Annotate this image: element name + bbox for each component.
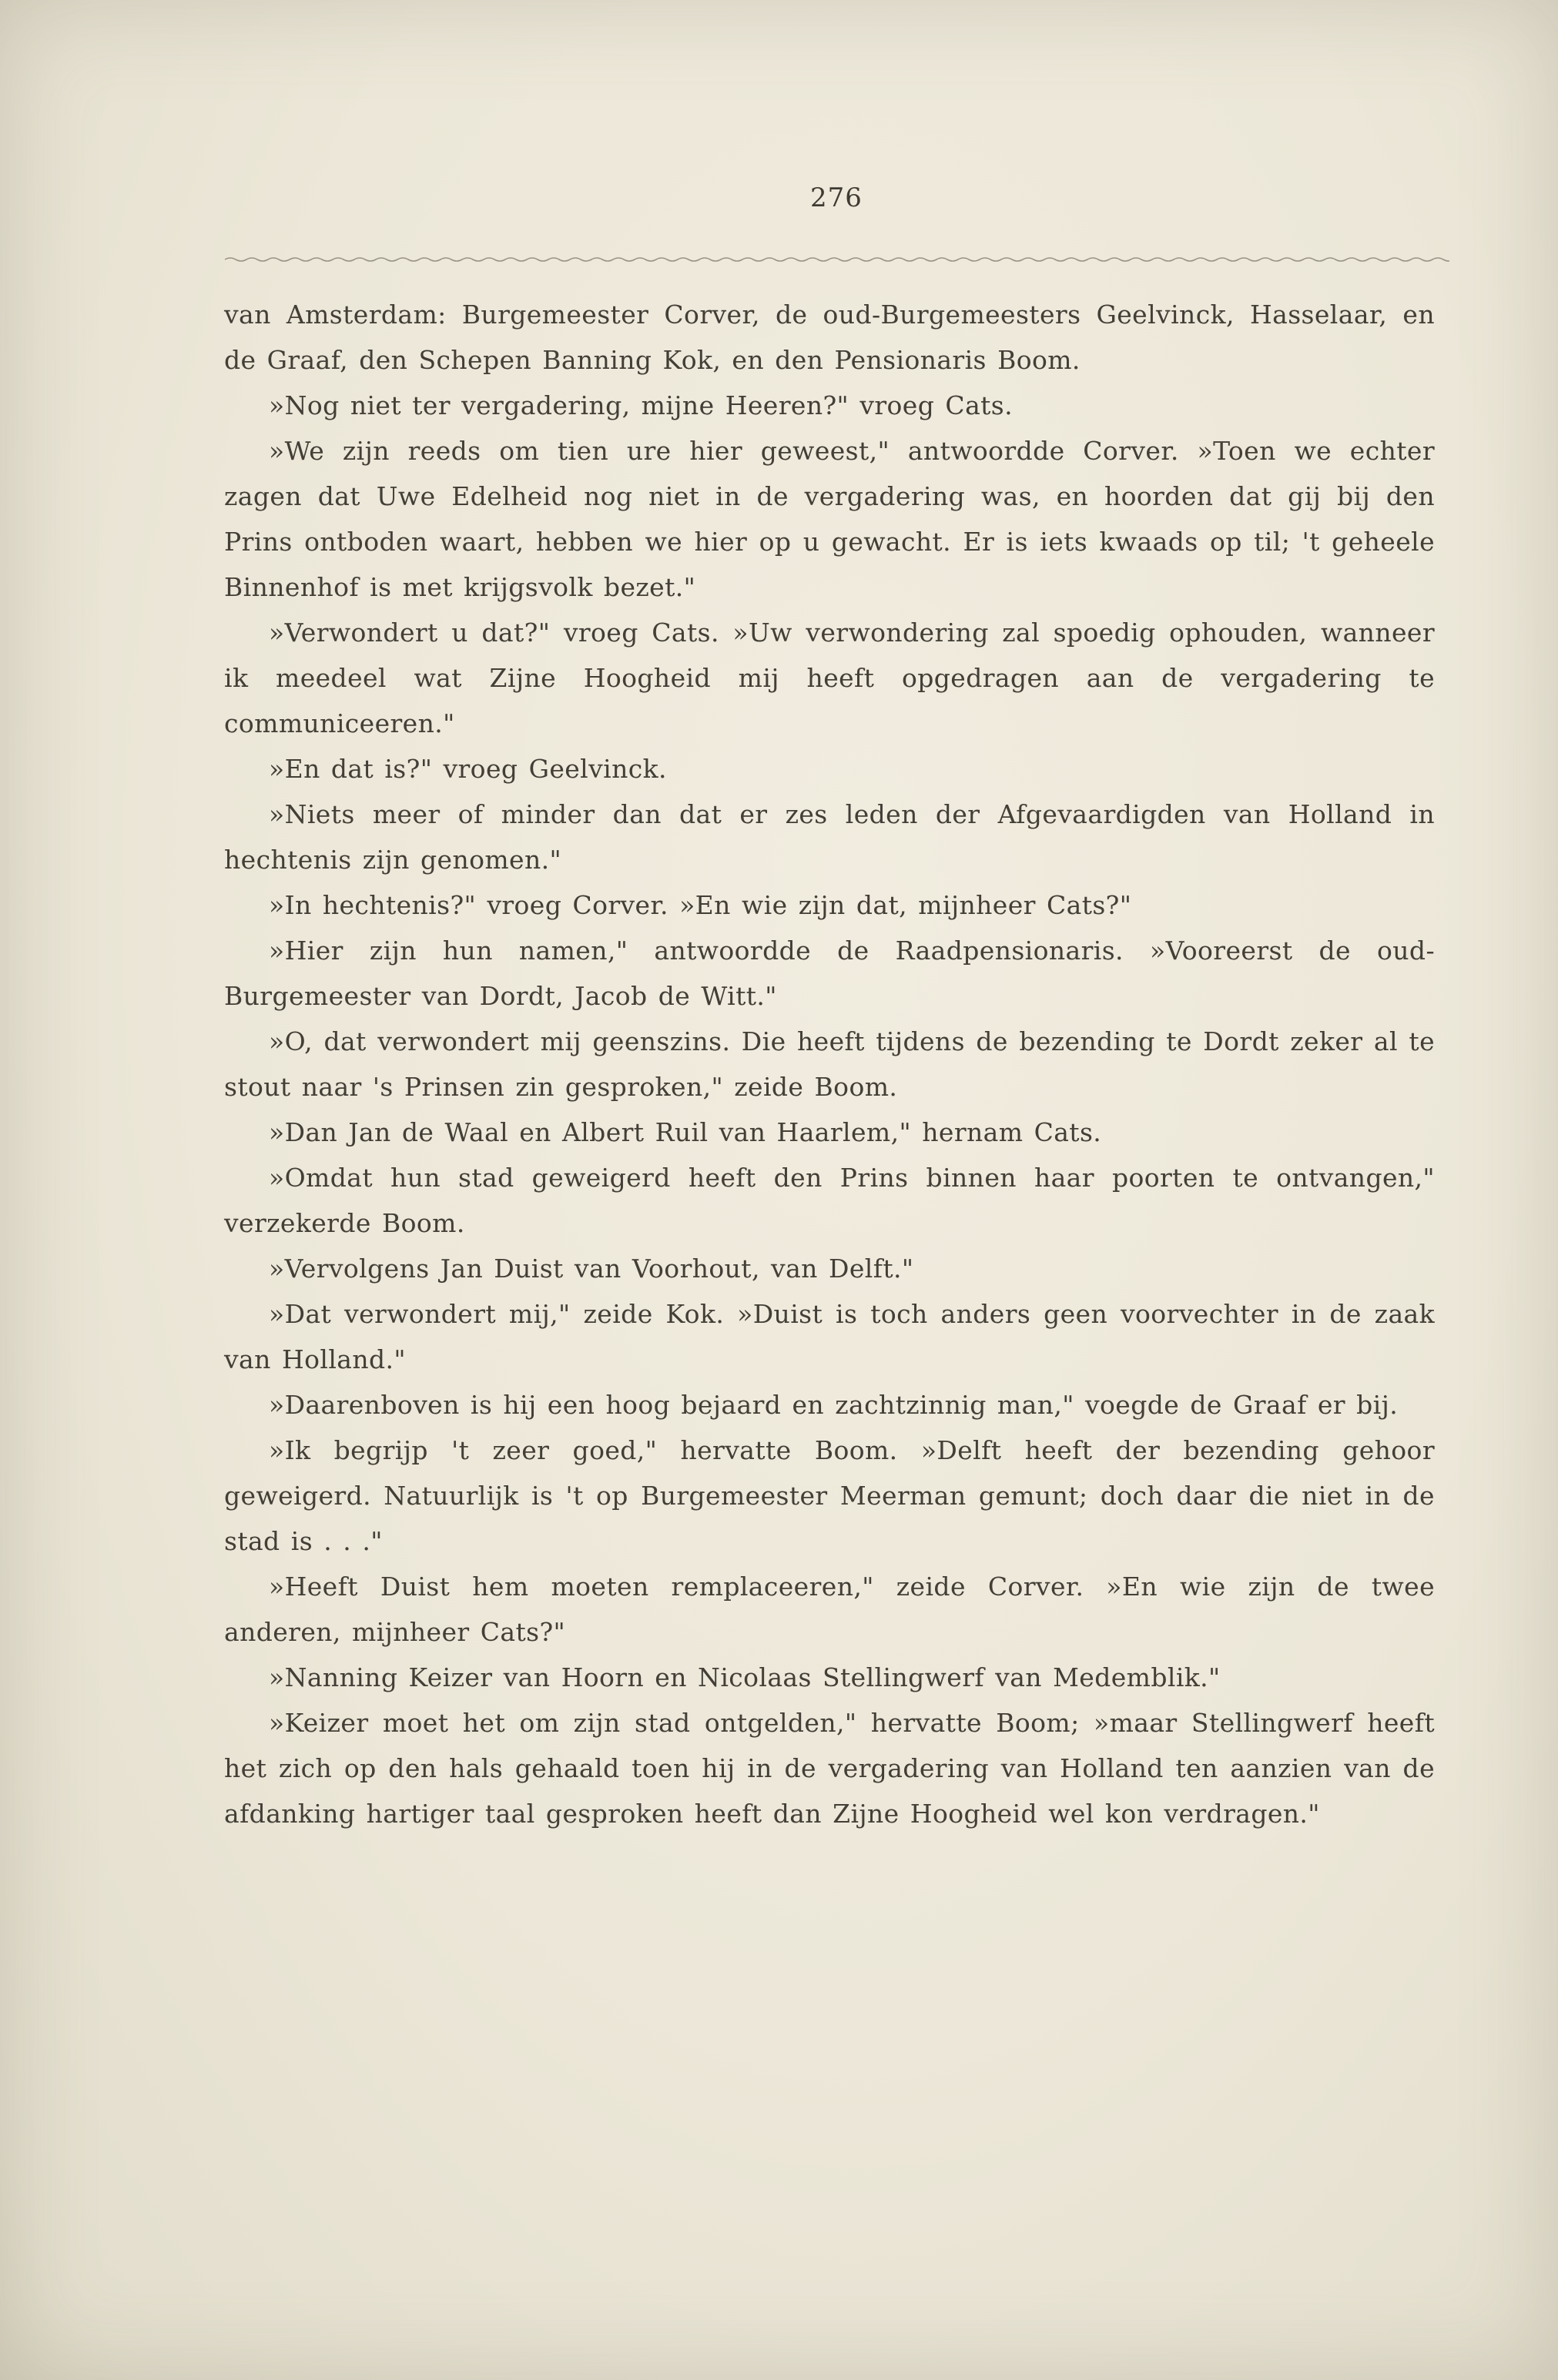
- paragraph: »Omdat hun stad geweigerd heeft den Prins binnen haar poorten te ontvangen," verzekerde Boom.: [224, 1163, 1435, 1238]
- paragraph: »Keizer moet het om zijn stad ontgelden," hervatte Boom; »maar Stellingwerf heeft het zich op den hals gehaald toen hij in de vergadering van Holland ten aanzien van de afdanking hartiger taal gesproken heeft dan Zijne Hoogheid wel kon verdragen.": [224, 1708, 1435, 1829]
- paragraph: »In hechtenis?" vroeg Corver. »En wie zijn dat, mijnheer Cats?": [269, 890, 1132, 920]
- paragraph: »Niets meer of minder dan dat er zes leden der Afgevaardigden van Holland in hechtenis zijn genomen.": [224, 799, 1435, 875]
- paragraph: »Heeft Duist hem moeten remplaceeren," zeide Corver. »En wie zijn de twee anderen, mijnheer Cats?": [224, 1572, 1435, 1647]
- paragraph: »Hier zijn hun namen," antwoordde de Raadpensionaris. »Vooreerst de oud-Burgemeester van Dordt, Jacob de Witt.": [224, 936, 1435, 1011]
- paragraph: »Dat verwondert mij," zeide Kok. »Duist is toch anders geen voorvechter in de zaak van Holland.": [224, 1299, 1435, 1374]
- page-number: 276: [810, 182, 863, 213]
- divider-wave-path: [225, 258, 1449, 261]
- paragraph: »O, dat verwondert mij geenszins. Die heeft tijdens de bezending te Dordt zeker al te stout naar 's Prinsen zin gesproken," zeide Boom.: [224, 1026, 1435, 1102]
- paragraph: »Nanning Keizer van Hoorn en Nicolaas Stellingwerf van Medemblik.": [269, 1662, 1221, 1692]
- paragraph: »Ik begrijp 't zeer goed," hervatte Boom. »Delft heeft der bezending gehoor geweigerd. Natuurlijk is 't op Burgemeester Meerman gemunt; doch daar die niet in de stad is . . .": [224, 1435, 1435, 1556]
- paragraph: »We zijn reeds om tien ure hier geweest," antwoordde Corver. »Toen we echter zagen dat Uwe Edelheid nog niet in de vergadering was, en hoorden dat gij bij den Prins ontboden waart, hebben we hier op u gewacht. Er is iets kwaads op til; 't geheele Binnenhof is met krijgsvolk bezet.": [224, 436, 1435, 602]
- divider-rule: [225, 255, 1449, 264]
- paragraph: van Amsterdam: Burgemeester Corver, de oud-Burgemeesters Geelvinck, Hasselaar, en de Graaf, den Schepen Banning Kok, en den Pensionaris Boom.: [224, 300, 1435, 375]
- text-block: [224, 292, 1435, 1836]
- paragraph: »En dat is?" vroeg Geelvinck.: [269, 754, 667, 784]
- paragraph: »Vervolgens Jan Duist van Voorhout, van Delft.": [269, 1254, 914, 1284]
- paragraph: »Daarenboven is hij een hoog bejaard en zachtzinnig man," voegde de Graaf er bij.: [269, 1390, 1399, 1420]
- divider-wave-svg: [225, 255, 1449, 264]
- paragraph: »Nog niet ter vergadering, mijne Heeren?" vroeg Cats.: [269, 390, 1014, 420]
- paragraph: »Verwondert u dat?" vroeg Cats. »Uw verwondering zal spoedig ophouden, wanneer ik meedeel wat Zijne Hoogheid mij heeft opgedragen aan de vergadering te communiceeren.": [224, 618, 1435, 738]
- paragraph: »Dan Jan de Waal en Albert Ruil van Haarlem," hernam Cats.: [269, 1117, 1102, 1147]
